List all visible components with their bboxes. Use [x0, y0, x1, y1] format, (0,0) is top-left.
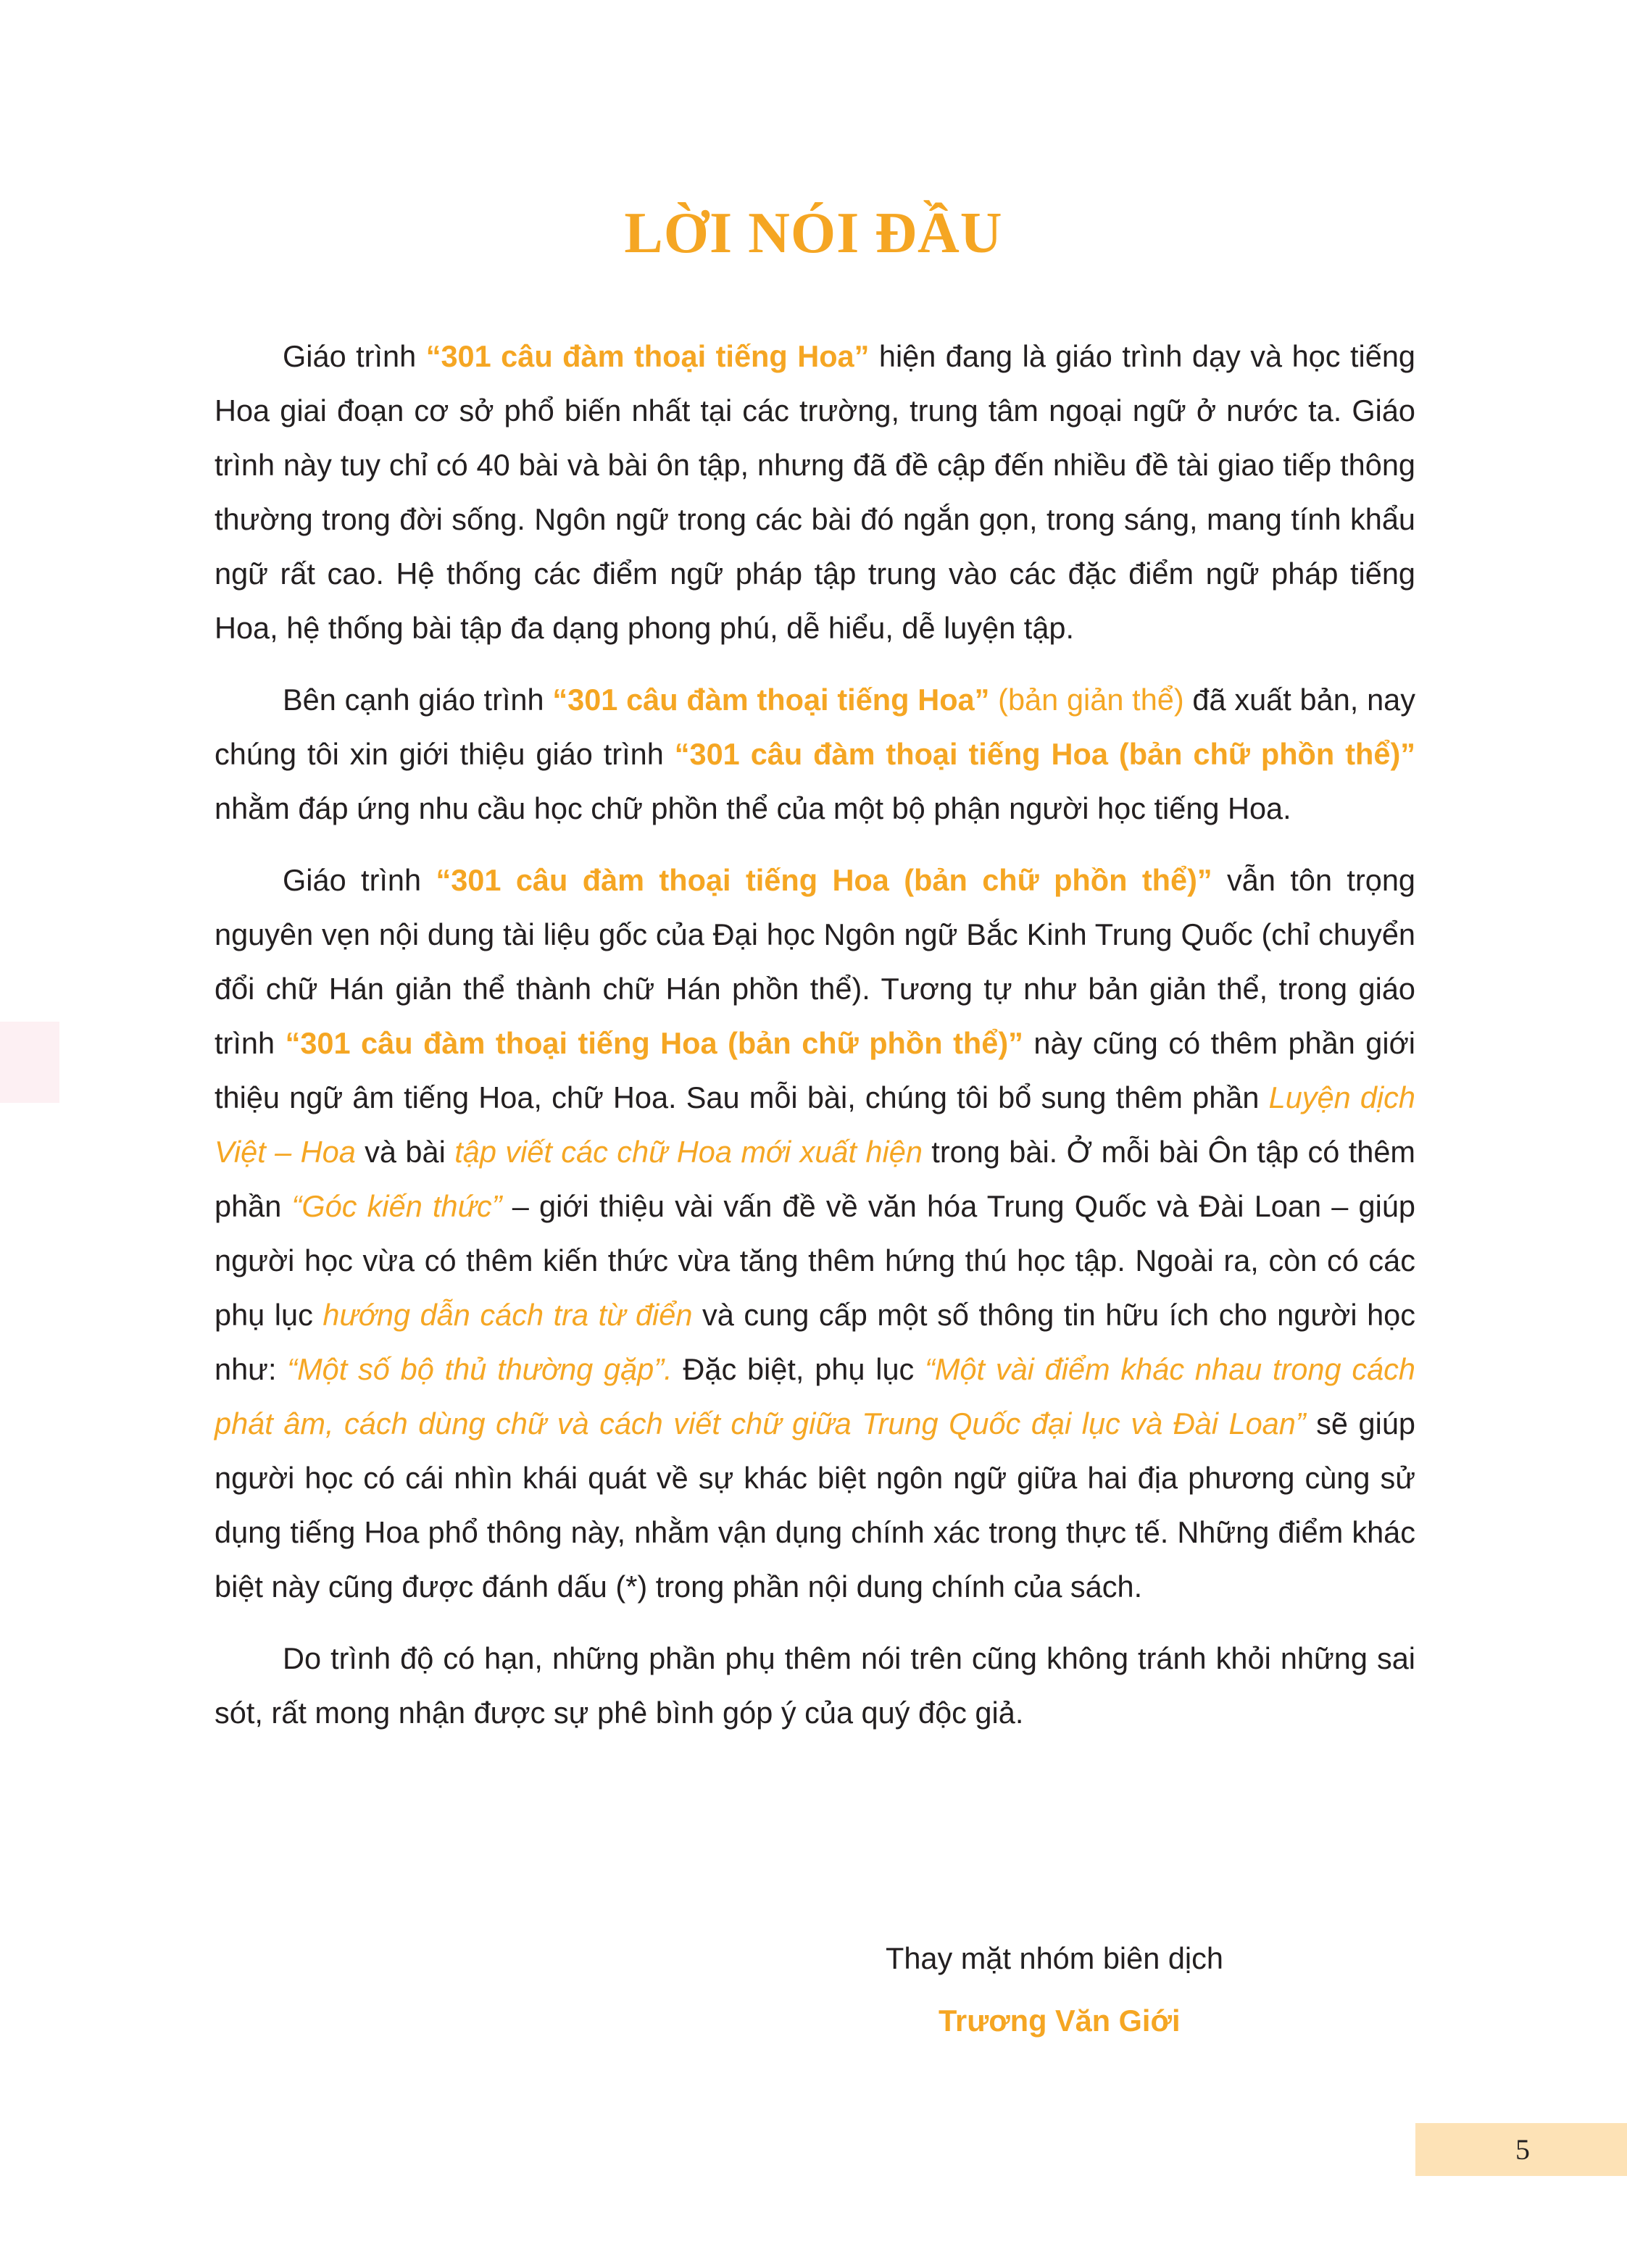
book-title-highlight: “301 câu đàm thoại tiếng Hoa” [425, 339, 870, 373]
book-title-highlight: “301 câu đàm thoại tiếng Hoa” [552, 683, 990, 717]
book-title-highlight: “301 câu đàm thoại tiếng Hoa (bản chữ phồn thể)” [436, 863, 1212, 897]
text-run: – giới thiệu vài vấn đề về văn hóa Trung Quốc và Đài Loan – giúp người học vừa có thêm kiến thức vừa tăng thêm hứng thú học tập. Ngoài ra, còn có các phụ lục [215, 1189, 1415, 1332]
book-title-highlight: “301 câu đàm thoại tiếng Hoa (bản chữ phồn thể)” [285, 1026, 1023, 1060]
text-run: Đặc biệt, phụ lục [672, 1352, 925, 1386]
text-run: nhằm đáp ứng nhu cầu học chữ phồn thể của một bộ phận người học tiếng Hoa. [215, 791, 1291, 825]
italic-highlight: tập viết các chữ Hoa mới xuất hiện [454, 1135, 923, 1169]
book-title-highlight: “301 câu đàm thoại tiếng Hoa (bản chữ phồn thể)” [674, 737, 1416, 771]
text-run: này cũng có thêm phần giới thiệu ngữ âm tiếng Hoa, chữ Hoa. Sau mỗi bài, chúng tôi bổ sung thêm phần [215, 1026, 1416, 1114]
page-number: 5 [1515, 2133, 1530, 2166]
text-run: và bài [355, 1135, 455, 1169]
italic-highlight: “Một vài điểm khác nhau trong cách phát âm, cách dùng chữ và cách viết chữ giữa Trung Quốc đại lục và Đài Loan” [215, 1352, 1415, 1441]
paragraph [215, 672, 1415, 835]
page-number-box [1415, 2123, 1627, 2176]
page-title: LỜI NÓI ĐẦU [624, 201, 1003, 265]
italic-highlight: Luyện dịch Việt – Hoa [215, 1080, 1416, 1169]
text-run: Giáo trình [283, 863, 436, 897]
paragraph [215, 329, 1415, 655]
paragraph [215, 853, 1415, 1614]
text-run: Giáo trình [283, 339, 426, 373]
italic-highlight: “Một số bộ thủ thường gặp”. [287, 1352, 673, 1386]
text-run: đã xuất bản, nay chúng tôi xin giới thiệu giáo trình [215, 683, 1415, 771]
edition-note: (bản giản thể) [989, 683, 1184, 717]
text-run: Bên cạnh giáo trình [283, 683, 553, 717]
text-run: Do trình độ có hạn, những phần phụ thêm nói trên cũng không tránh khỏi những sai sót, rất mong nhận được sự phê bình góp ý của quý độc giả. [215, 1641, 1415, 1730]
italic-highlight: hướng dẫn cách tra từ điển [323, 1298, 693, 1332]
text-run: trong bài. Ở mỗi bài Ôn tập có thêm phần [215, 1135, 1415, 1223]
signature-name: Trương Văn Giới [939, 2004, 1181, 2038]
signature-role: Thay mặt nhóm biên dịch [886, 1941, 1223, 1975]
italic-highlight: “Góc kiến thức” [291, 1189, 502, 1223]
text-run: sẽ giúp người học có cái nhìn khái quát về sự khác biệt ngôn ngữ giữa hai địa phương cùng sử dụng tiếng Hoa phổ thông này, nhằm vận dụng chính xác trong thực tế. Những điểm khác biệt này cũng được đánh dấu (*) trong phần nội dung chính của sách. [215, 1406, 1415, 1604]
preface-body [215, 329, 1415, 1757]
paragraph [215, 1631, 1415, 1740]
side-tab-marker [0, 1022, 59, 1103]
text-run: và cung cấp một số thông tin hữu ích cho người học như: [215, 1298, 1415, 1386]
text-run: vẫn tôn trọng nguyên vẹn nội dung tài liệu gốc của Đại học Ngôn ngữ Bắc Kinh Trung Quốc (chỉ chuyển đổi chữ Hán giản thể thành chữ Hán phồn thể). Tương tự như bản giản thể, trong giáo trình [215, 863, 1415, 1060]
text-run: hiện đang là giáo trình dạy và học tiếng Hoa giai đoạn cơ sở phổ biến nhất tại các trường, trung tâm ngoại ngữ ở nước ta. Giáo trình này tuy chỉ có 40 bài và bài ôn tập, nhưng đã đề cập đến nhiều đề tài giao tiếp thông thường trong đời sống. Ngôn ngữ trong các bài đó ngắn gọn, trong sáng, mang tính khẩu ngữ rất cao. Hệ thống các điểm ngữ pháp tập trung vào các đặc điểm ngữ pháp tiếng Hoa, hệ thống bài tập đa dạng phong phú, dễ hiểu, dễ luyện tập. [215, 339, 1415, 645]
